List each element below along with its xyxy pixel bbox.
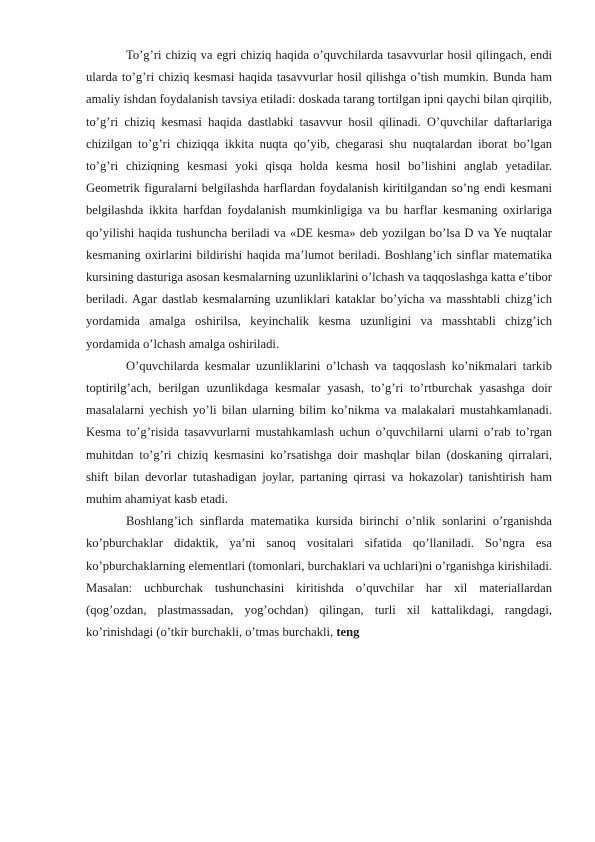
paragraph-text: Boshlang’ich sinflarda matematika kursida birinchi o’nlik sonlarini o’rganishda ko’pburchaklar didaktik, ya’ni sanoq vositalari sifatida qo’llaniladi. So’ngra esa ko’pburchaklarning elementlari (tomonlari, burchaklari va uchlari)ni o’rganishga kirishiladi. Masalan: uchburchak tushunchasini kiritishda o’quvchilar har xil materiallardan (qog’ozdan, plastmassadan, yog’ochdan) qilingan, turli xil kattalikdagi, rangdagi, ko’rinishdagi (o’tkir burchakli, o’tmas burchakli, (86, 514, 552, 640)
paragraph-measurement (86, 355, 552, 510)
paragraph-bold-tail: teng (336, 625, 360, 640)
paragraph-segments (86, 44, 552, 355)
document-page (86, 44, 552, 643)
paragraph-text: O’quvchilarda kesmalar uzunliklarini o’lchash va taqqoslash ko’nikmalari tarkib toptirilg’ach, berilgan uzunlikdaga kesmalar yasash, to’g’ri to’rtburchak yasashga doir masalalarni yechish yo’li bilan ularning bilim ko’nikma va malakalari mustahkamlanadi. Kesma to’g’risida tasavvurlarni mustahkamlash uchun o’quvchilarni ularni o’rab to’rgan muhitdan to’g’ri chiziq kesmasini ko’rsatishga doir mashqlar bilan (doskaning qirralari, shift bilan devorlar tutashadigan joylar, partaning qirrasi va hokazolar) tanishtirish ham muhim ahamiyat kasb etadi. (86, 358, 552, 507)
paragraph-polygons (86, 510, 552, 643)
paragraph-text: To’g’ri chiziq va egri chiziq haqida o’quvchilarda tasavvurlar hosil qilingach, endi ularda to’g’ri chiziq kesmasi haqida tasavvurlar hosil qilishga o’tish mumkin. Bunda ham amaliy ishdan foydalanish tavsiya etiladi: doskada tarang tortilgan ipni qaychi bilan qirqilib, to’g’ri chiziq kesmasi haqida dastlabki tasavvur hosil qilinadi. O’quvchilar daftarlariga chizilgan to’g’ri chiziqqa ikkita nuqta qo’yib, chegarasi shu nuqtalardan iborat bo’lgan to’g’ri chiziqning kesmasi yoki qisqa holda kesma hosil bo’lishini anglab yetadilar. Geometrik figuralarni belgilashda harflardan foydalanish kiritilgandan so’ng endi kesmani belgilashda ikkita harfdan foydalanish mumkinligiga va bu harflar kesmaning oxirlariga qo’yilishi haqida tushuncha beriladi va «DE kesma» deb yozilgan bo’lsa D va Ye nuqtalar kesmaning oxirlarini bildirishi haqida ma’lumot beriladi. Boshlang’ich sinflar matematika kursining dasturiga asosan kesmalarning uzunliklarini o’lchash va taqqoslashga katta e’tibor beriladi. Agar dastlab kesmalarning uzunliklari kataklar bo’yicha va masshtabli chizg’ich yordamida amalga oshirilsa, keyinchalik kesma uzunligini va masshtabli chizg’ich yordamida o’lchash amalga oshiriladi. (86, 48, 552, 351)
